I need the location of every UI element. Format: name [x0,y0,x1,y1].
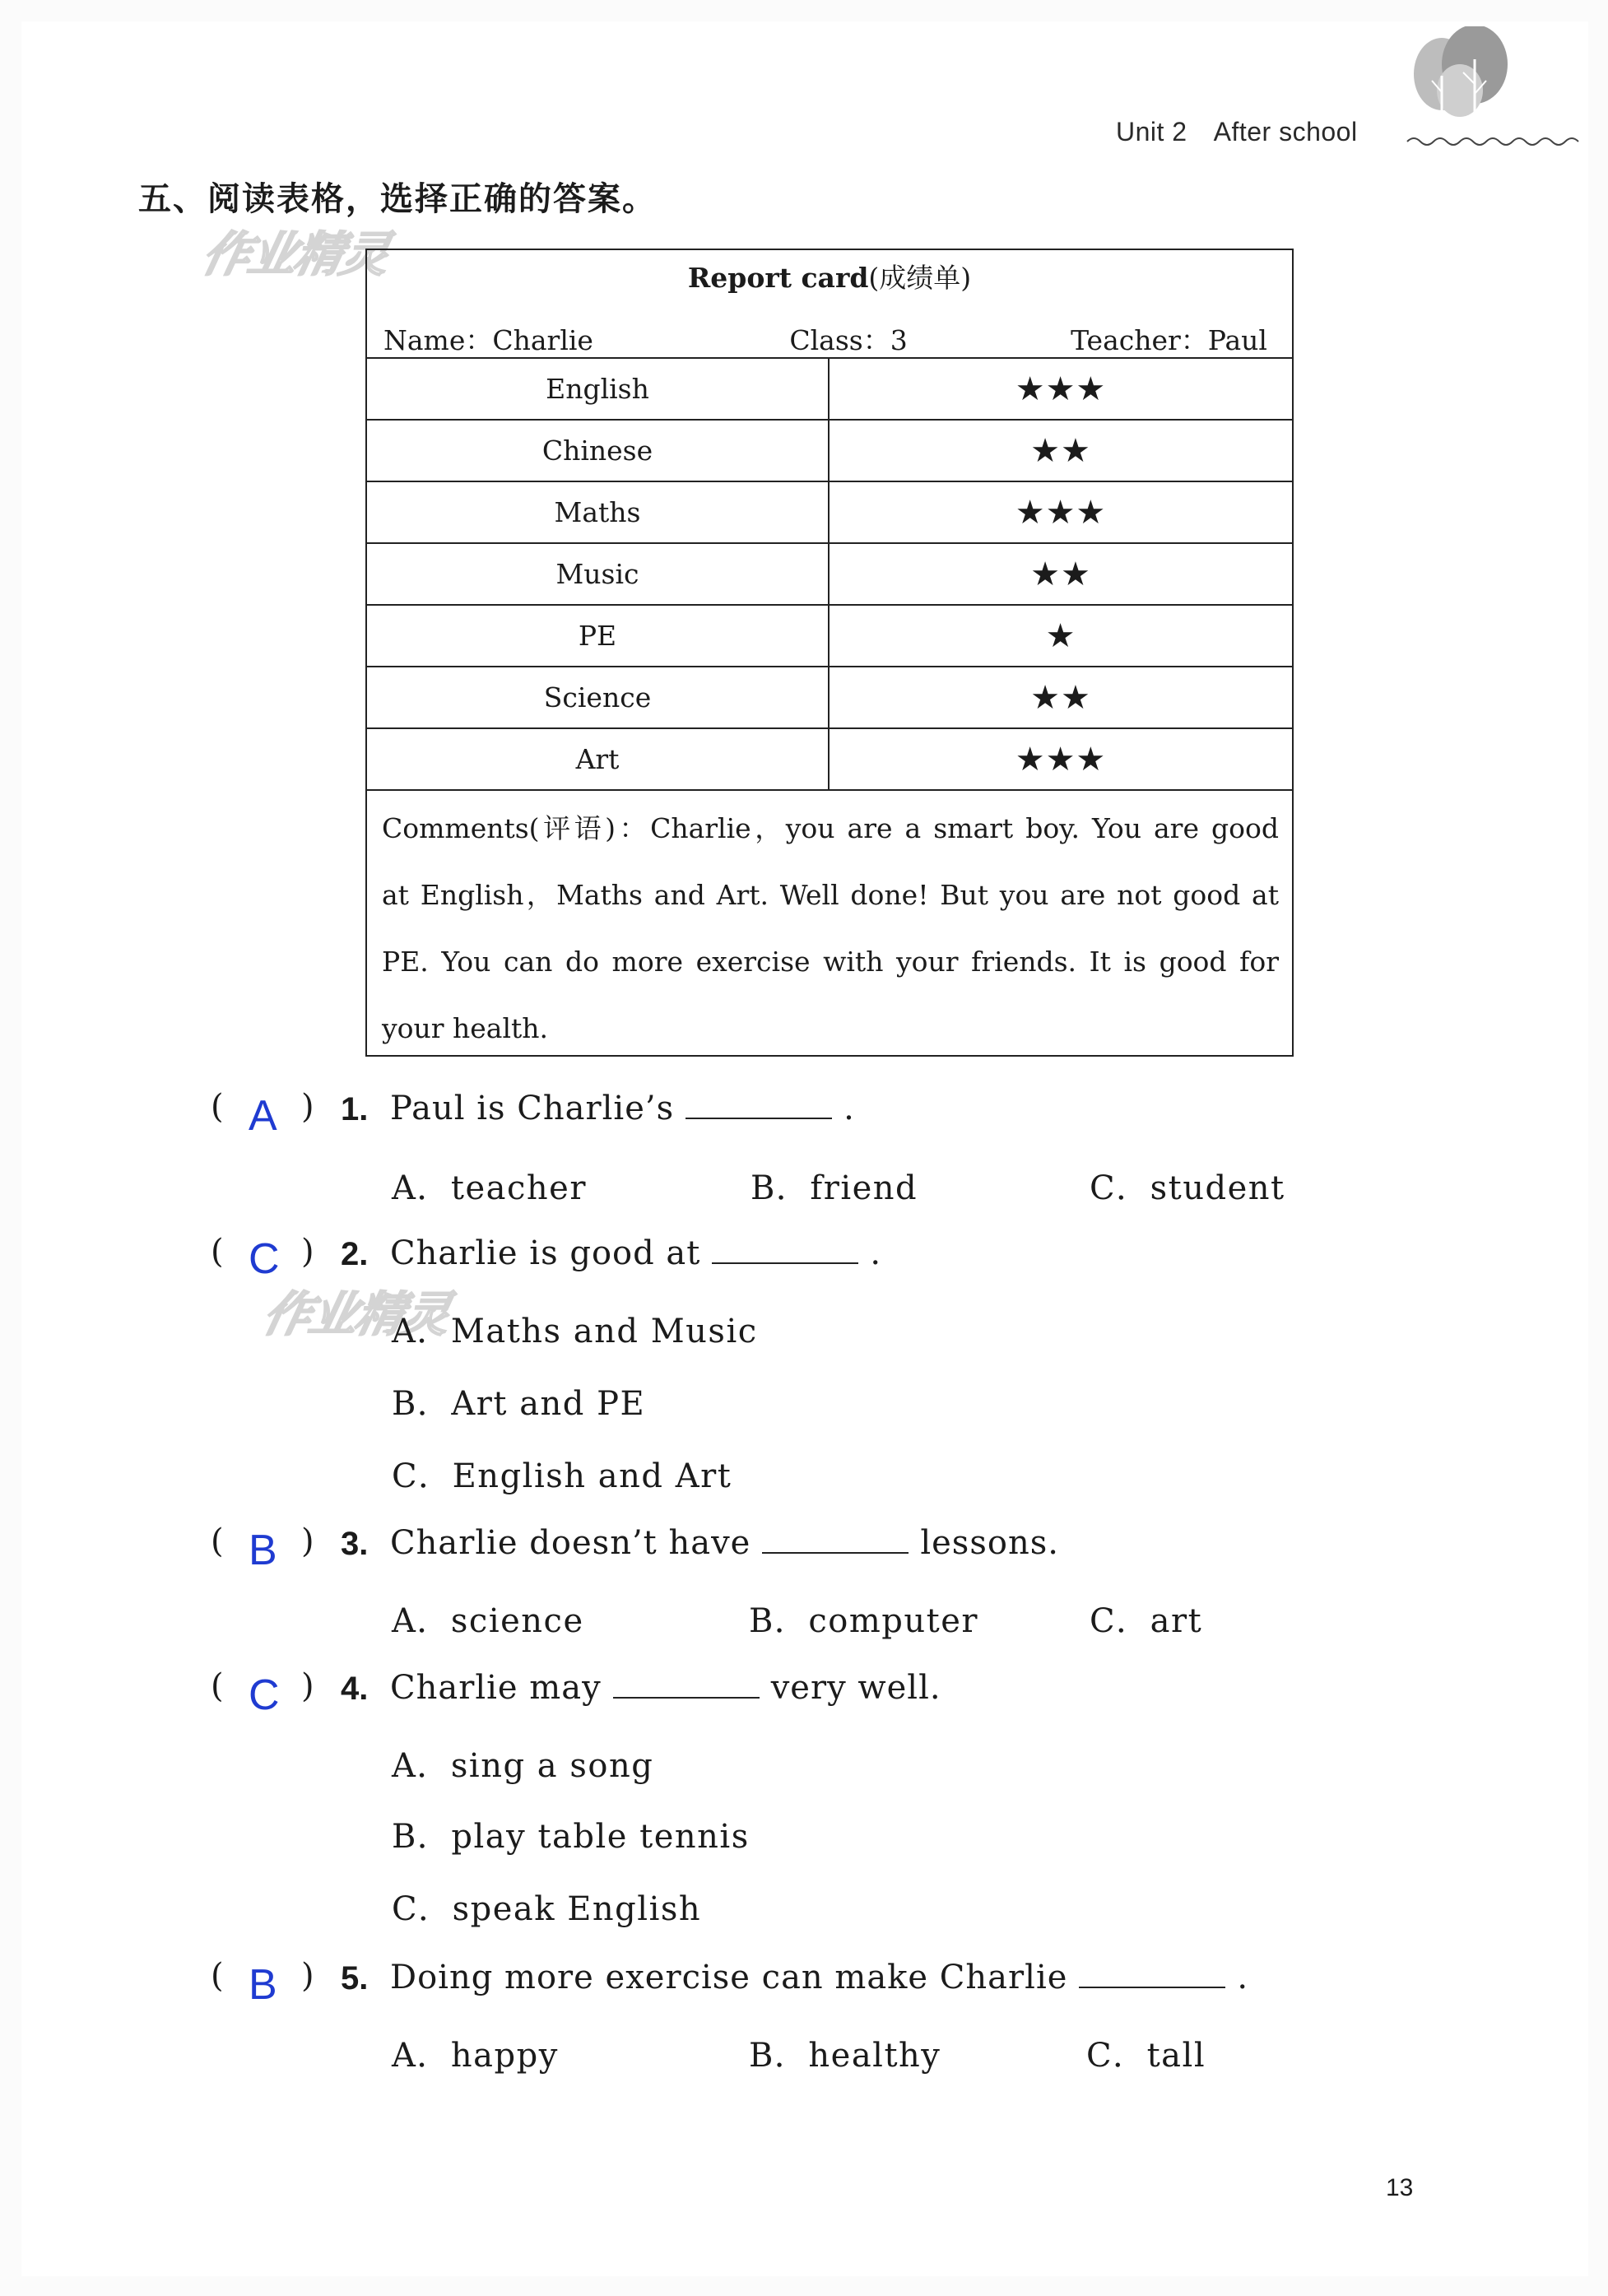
answer-paren-close: ) [301,1667,314,1705]
option-c[interactable]: C．tall [1086,2037,1206,2075]
report-card-title-en: Report card [687,262,869,294]
option-a[interactable]: A．sing a song [392,1747,654,1785]
question-end: lessons. [920,1524,1059,1562]
star-rating: ★★ [1030,555,1091,593]
question-number: 3. [341,1526,369,1562]
star-rating: ★★ [1030,431,1091,470]
question-number: 4. [341,1671,369,1707]
answer-blank[interactable] [712,1233,858,1264]
report-card-table [365,249,1294,1057]
table-row [367,666,1292,727]
question-stem: Paul is Charlie’s [390,1090,675,1127]
answer-paren-close: ) [301,1233,314,1271]
watermark: 作业精灵 [258,1286,455,1342]
option-b[interactable]: B．healthy [749,2037,941,2075]
star-rating: ★★ [1030,678,1091,717]
question-end: very well. [770,1669,941,1707]
question-text [390,1957,1248,1996]
option-c[interactable]: C．English and Art [392,1457,732,1495]
table-row [367,357,1292,419]
option-a[interactable]: A．Maths and Music [392,1313,758,1350]
table-row [367,727,1292,789]
option-b[interactable]: B．friend [751,1169,918,1207]
answer-paren-open: ( [211,1088,224,1126]
answer-5[interactable]: B [249,1961,277,2009]
answer-blank[interactable] [685,1088,832,1119]
report-card-title [367,257,1292,295]
question-number: 2. [341,1236,369,1272]
question-end: . [870,1234,882,1272]
tree-logo-icon [1399,26,1588,158]
comment-line: your health. [382,1012,549,1044]
student-class: Class：3 [789,324,908,356]
question-stem: Charlie is good at [390,1234,701,1272]
section-title: 五、阅读表格，选择正确的答案。 [138,180,657,218]
option-c[interactable]: C．speak English [392,1890,702,1928]
report-card-title-cn: (成绩单) [868,262,972,294]
table-row [367,542,1292,604]
question-text [390,1522,1059,1562]
table-row [367,419,1292,481]
table-row [367,481,1292,542]
answer-blank[interactable] [762,1522,909,1554]
subject-name: PE [367,606,830,666]
answer-3[interactable]: B [249,1527,277,1574]
question-stem: Charlie may [390,1669,602,1707]
answer-2[interactable]: C [249,1235,280,1283]
subject-table [367,357,1292,789]
subject-name: Art [367,729,830,789]
option-c[interactable]: C．art [1090,1602,1203,1640]
answer-paren-open: ( [211,1233,224,1271]
answer-paren-close: ) [301,1522,314,1560]
header-unit: Unit 2 [1116,117,1187,146]
subject-name: Chinese [367,421,830,481]
option-b[interactable]: B．Art and PE [392,1385,646,1423]
option-b[interactable]: B．play table tennis [392,1818,750,1856]
subject-name: Maths [367,482,830,542]
star-rating: ★ [1045,616,1076,655]
header-title: After school [1213,117,1358,146]
option-c[interactable]: C．student [1090,1169,1285,1207]
answer-paren-open: ( [211,1957,224,1995]
question-end: . [1237,1959,1249,1996]
teacher-name: Teacher：Paul [1071,324,1267,356]
subject-name: Science [367,667,830,727]
star-rating: ★★★ [1015,369,1107,408]
subject-name: English [367,359,830,419]
question-number: 5. [341,1960,369,1996]
option-a[interactable]: A．teacher [392,1169,587,1207]
option-a[interactable]: A．science [392,1602,584,1640]
comment-line: Comments(评语)：Charlie，you are a smart boy. You are good [382,812,1279,844]
question-end: . [844,1090,855,1127]
table-divider [367,789,1292,791]
comment-line: at English，Maths and Art. Well done! But you are not good at [382,879,1279,911]
answer-paren-close: ) [301,1088,314,1126]
question-stem: Charlie doesn’t have [390,1524,751,1562]
option-b[interactable]: B．computer [749,1602,979,1640]
answer-paren-close: ) [301,1957,314,1995]
answer-1[interactable]: A [249,1092,277,1140]
answer-4[interactable]: C [249,1671,280,1719]
star-rating: ★★★ [1015,493,1107,532]
report-card-info [383,319,1267,358]
teacher-comments [382,795,1279,1062]
table-row [367,604,1292,666]
question-stem: Doing more exercise can make Charlie [390,1959,1068,1996]
watermark: 作业精灵 [197,226,394,282]
page-number: 13 [1386,2174,1414,2201]
subject-name: Music [367,544,830,604]
answer-blank[interactable] [1079,1957,1225,1988]
question-text [390,1667,941,1707]
student-name: Name：Charlie [383,324,593,356]
option-a[interactable]: A．happy [392,2037,559,2075]
answer-paren-open: ( [211,1522,224,1560]
question-number: 1. [341,1091,369,1127]
answer-blank[interactable] [613,1667,760,1699]
question-text [390,1233,881,1272]
answer-paren-open: ( [211,1667,224,1705]
running-header [1116,117,1358,147]
comment-line: PE. You can do more exercise with your friends. It is good for [382,946,1279,978]
star-rating: ★★★ [1015,740,1107,779]
question-text [390,1088,855,1127]
